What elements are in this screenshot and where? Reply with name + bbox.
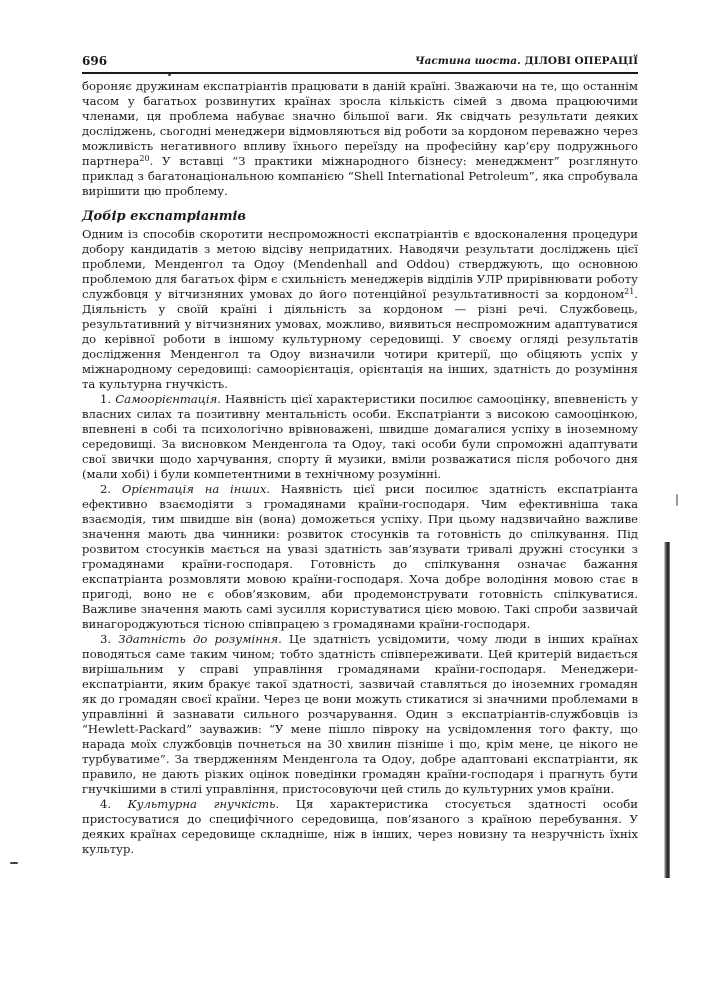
criterion-number: 1. (100, 392, 112, 406)
page-number: 696 (82, 54, 108, 68)
criterion-3 (82, 632, 638, 797)
criterion-text: Наявність цієї риси посилює здатність експатріанта ефективно взаємодіяти з громадянами країни-господаря. Чим ефективніша така взаємодія, тим швидше він (вона) доможеться успіху. При цьому надзвичайно важливе значення мають два чинники: розвиток стосунків та готовність до спілкування. Під розвитом стосунків мається на увазі здатність зав’язувати тривалі дружні стосунки з громадянами країни-господаря. Готовність до спілкування означає бажання експатріанта розмовляти мовою країни-господаря. Хоча добре володіння мовою стає в пригоді, воно не є обов’язковим, аби продемонструвати готовність спілкуватися. Важливе значення мають самі зусилля користуватися цією мовою. Такі спроби зазвичай винагороджуються тісною співпрацею з громадянами країни-господаря. (82, 482, 638, 631)
criterion-title: Культурна гнучкість. (127, 797, 280, 811)
header-part-label: Частина шоста. (415, 55, 521, 67)
criterion-text: Наявність цієї характеристики посилює самооцінку, впевненість у власних силах та позитивну ментальність особи. Експатріанти з високою самооцінкою, впевнені в собі та психологічно врівноважені, швидше домагалися успіху в іноземному середовищі. За висновком Менденгола та Одоу, такі особи були спроможні адаптувати свої звички щодо харчування, спорту й музики, вміли розважатися після робочого дня (мали хобі) і були компетентними в технічному розумінні. (82, 392, 639, 481)
selection-text-a: Одним із способів скоротити неспроможності експатріантів є вдосконалення процедури добору кандидатів з метою відсіву непридатних. Наводячи результати досліджень цієї проблеми, Менденгол та Одоу (Mendenhall and Oddou) стверджують, що основною проблемою для багатьох фірм є схильність менеджерів відділів УЛР прирівнювати роботу службовця у вітчизняних умовах до його потенційної результативності за кордоном (82, 227, 638, 301)
criterion-text: Ця характеристика стосується здатності особи пристосуватися до специфічного середовища, пов’язаного з країною перебування. У деяких країнах середовище складніше, ніж в інших, через новизну та незручність їхніх культур. (82, 797, 638, 856)
scan-speck (168, 74, 171, 76)
selection-paragraph (82, 227, 638, 392)
running-head (82, 52, 638, 74)
footnote-ref-20: 20 (139, 154, 150, 163)
criterion-title: Самоорієнтація. (115, 392, 221, 406)
criterion-4 (82, 797, 638, 857)
intro-tail: . У вставці “З практики міжнародного бізнесу: менеджмент” розглянуто приклад з багатонаціональною компанією “Shell International Petroleum”, яка спробувала вирішити цю проблему. (82, 154, 638, 198)
intro-paragraph (82, 79, 638, 199)
footnote-ref-21: 21 (624, 287, 635, 296)
criterion-1 (82, 392, 638, 482)
criterion-number: 4. (100, 797, 112, 811)
criterion-number: 3. (100, 632, 112, 646)
criterion-number: 2. (100, 482, 112, 496)
selection-text-b: . Діяльність у своїй країні і діяльність за кордоном — різні речі. Службовець, результативний у вітчизняних умовах, можливо, виявиться неспроможним адаптуватися до керівної роботи в іншому культурному середовищі. У своєму огляді результатів дослідження Менденгол та Одоу визначили чотири критерії, що обіцяють успіх у міжнародному середовищі: самоорієнтація, орієнтація на інших, здатність до розуміння та культурна гнучкість. (82, 287, 638, 391)
scan-speck (10, 862, 18, 864)
criterion-title: Орієнтація на інших. (121, 482, 271, 496)
header-part-title: ДІЛОВІ ОПЕРАЦІЇ (524, 55, 638, 67)
body-text (82, 79, 638, 857)
scan-binding-shadow (664, 542, 670, 878)
scan-speck (676, 494, 678, 506)
section-heading: Добір експатріантів (82, 209, 246, 224)
criterion-text: Це здатність усвідомити, чому люди в інших країнах поводяться саме таким чином; тобто здатність співпереживати. Цей критерій видається вирішальним у справі управління громадянами країни-господаря. Менеджери-експатріанти, яким бракує такої здатності, зазвичай ставляться до іноземних громадян як до громадян своєї країни. Через це вони можуть стикатися зі значними проблемами в управлінні й зазнавати сильного розчарування. Один з експатріантів-службовців із “Hewlett-Packard” зауважив: “У мене пішло півроку на усвідомлення того факту, що нарада моїх службовців почнеться на 30 хвилин пізніше і що, крім мене, це нікого не турбуватиме”. За твердженням Менденгола та Одоу, добре адаптовані експатріанти, як правило, не дають різких оцінок поведінки громадян країни-господаря і прагнуть бути гнучкішими в стилі управління, пристосовуючи цей стиль до культурних умов країни. (82, 632, 638, 796)
criterion-2 (82, 482, 638, 632)
criterion-title: Здатність до розуміння. (118, 632, 282, 646)
intro-text: бороняє дружинам експатріантів працювати в даній країні. Зважаючи на те, що останнім часом у багатьох розвинутих країнах зросла кількість сімей з двома працюючими членами, ця проблема набуває значно більшої ваги. Як свідчать результати деяких досліджень, сьогодні менеджери відмовляються від роботи за кордоном переважно через можливість негативного впливу їхнього переїзду на професійну кар’єру подружнього партнера (82, 79, 638, 168)
header-title (415, 55, 638, 67)
